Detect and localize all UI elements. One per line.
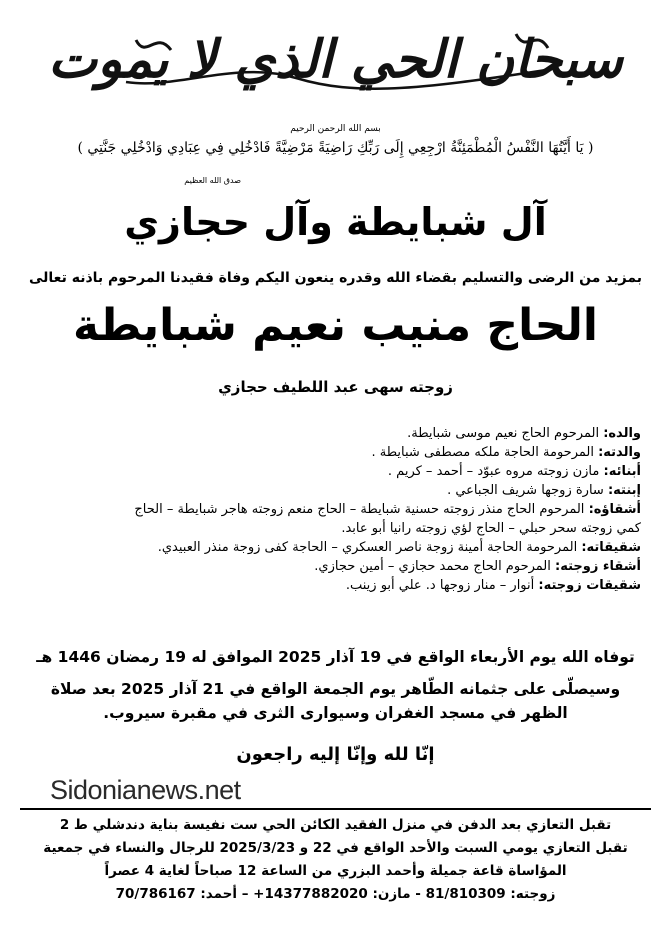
condolence-line: تقبل التعازي يومي السبت والأحد الواقع في 22 و 2025/3/23 للرجال والنساء في جمعية <box>43 840 628 856</box>
relatives-list <box>30 424 641 595</box>
deceased-name: الحاج منيب نعيم شبايطة <box>73 300 598 351</box>
calligraphy-text: سبحان الحي الذي لا يموت <box>48 29 623 90</box>
relative-row: شقيقات زوجته: أنوار – منار زوجها د. علي أبو زينب. <box>345 578 641 593</box>
condolence-line: تقبل التعازي بعد الدفن في منزل الفقيد الكائن الحي ست نفيسة بناية دندشلي ط 2 <box>59 817 612 833</box>
prayer-notice-line-1: وسيصلّى على جثمانه الطّاهر يوم الجمعة الواقع في 21 آذار 2025 بعد صلاة <box>50 680 621 698</box>
family-names: آل شبايطة وآل حجازي <box>124 200 547 244</box>
relative-row: والدته: المرحومة الحاجة ملكه مصطفى شبايطة . <box>371 445 641 460</box>
calligraphy-header <box>0 20 671 100</box>
wife-name: زوجته سهى عبد اللطيف حجازي <box>218 378 453 396</box>
relative-row: أشقاء زوجته: المرحوم الحاج محمد حجازي – أمين حجازي. <box>314 559 641 574</box>
relative-row: شقيقاته: المرحومة الحاجة أمينة زوجة ناصر العسكري – الحاجة كفى زوجة منذر العبيدي. <box>157 540 641 555</box>
death-notice: توفاه الله يوم الأربعاء الواقع في 19 آذار 2025 الموافق له 19 رمضان 1446 هـ <box>36 648 635 666</box>
relative-row: أشقاؤه: المرحوم الحاج منذر زوجته حسنية شبايطة – الحاج منعم زوجته هاجر شبايطة – الحاج <box>134 502 641 517</box>
divider <box>20 808 651 810</box>
condolences-block <box>20 814 651 906</box>
relative-row: والده: المرحوم الحاج نعيم موسى شبايطة. <box>407 426 641 441</box>
relative-row: كمي زوجته سحر حبلي – الحاج لؤي زوجته رانيا أبو عابد. <box>341 521 641 536</box>
sadaq-text: صدق الله العظيم <box>184 176 241 185</box>
relative-row: إبنته: سارة زوجها شريف الجباعي . <box>447 483 641 498</box>
prayer-notice-line-2: الظهر في مسجد الغفران وسيوارى الثرى في مقبرة سيروب. <box>103 704 568 722</box>
quran-verse: ( يَا أَيَّتُهَا النَّفْسُ الْمُطْمَئِنَّةُ ارْجِعِي إِلَى رَبِّكِ رَاضِيَةً مَرْضِيَّةً فَادْخُلِي فِي عِبَادِي وَادْخُلِي جَنَّتِي ) <box>77 140 594 156</box>
intro-text: بمزيد من الرضى والتسليم بقضاء الله وقدره ينعون اليكم وفاة فقيدنا المرحوم باذنه تعالى <box>29 270 642 286</box>
condolence-line: المؤاساة قاعة جميلة وأحمد البزري من الساعة 12 صباحاً لغاية 4 عصراً <box>104 863 567 879</box>
bismillah: بسم الله الرحمن الرحيم <box>290 124 381 134</box>
inna-lillah: إنّا لله وإنّا إليه راجعون <box>236 744 435 765</box>
watermark: Sidonianews.net <box>50 775 241 805</box>
contact-line: زوجته: 81/810309 - مازن: 14377882020+ – أحمد: 70/786167 <box>115 886 556 902</box>
relative-row: أبنائه: مازن زوجته مروه عبوّد – أحمد – كريم . <box>387 464 641 479</box>
